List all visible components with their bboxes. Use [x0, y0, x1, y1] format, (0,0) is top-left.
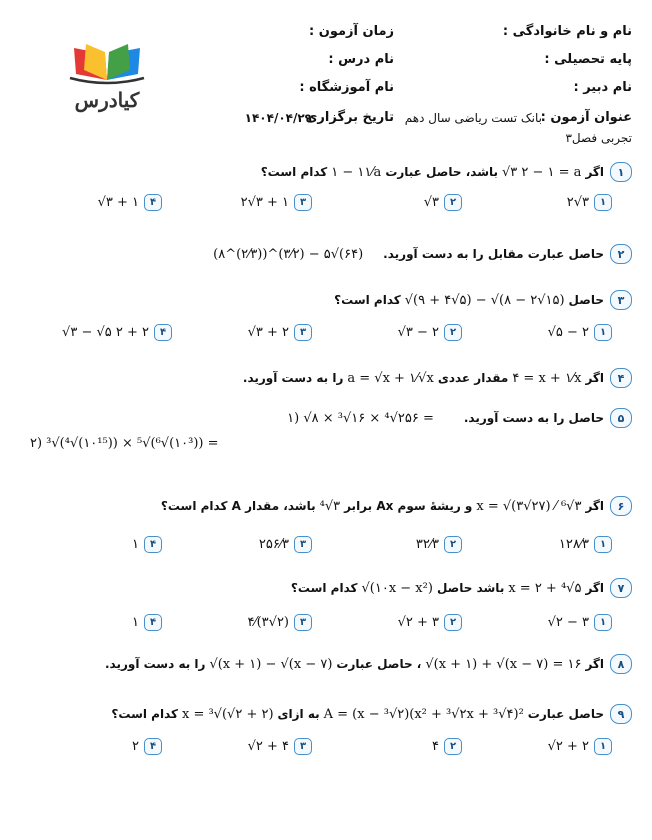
question-number: ۵ [610, 408, 632, 428]
question-6-options [20, 536, 632, 558]
student-name-label: نام و نام خانوادگی : [502, 24, 632, 39]
question-1-options [20, 194, 632, 216]
option[interactable]: ۴ √۳ − √۵ ۲ + ۲ [62, 324, 172, 341]
question-9-options [20, 738, 632, 760]
option[interactable]: ۲ √۳ [424, 194, 462, 211]
option[interactable]: ۲ √۳ − ۲ [398, 324, 462, 341]
option[interactable]: ۱ ۲√۳ [567, 194, 612, 211]
question-number: ۱ [610, 162, 632, 182]
option[interactable]: ۱ √۵ − ۲ [548, 324, 612, 341]
question-number: ۳ [610, 290, 632, 310]
question-number: ۲ [610, 244, 632, 264]
option[interactable]: ۲ ۳۲⁄۳ [416, 536, 462, 553]
question-number: ۸ [610, 654, 632, 674]
option[interactable]: ۳ ۲√۳ + ۱ [241, 194, 312, 211]
teacher-label: نام دبیر : [573, 80, 632, 95]
book-logo-icon [66, 40, 148, 86]
option[interactable]: ۴ ۱ [132, 536, 162, 553]
question-4: ۴ اگر ۴ = x + ۱⁄x مقدار عددی a = √x + ۱⁄√x را به دست آورید. [20, 366, 632, 390]
question-number: ۶ [610, 496, 632, 516]
question-2: ۲ حاصل عبارت مقابل را به دست آورید. (۸^(۲⁄۳))^(۳⁄۲) − ۵√(۶۴) [20, 242, 632, 266]
option[interactable]: ۱ √۲ − ۳ [548, 614, 612, 631]
question-number: ۷ [610, 578, 632, 598]
exam-title-cont: تجربی فصل۳ [565, 131, 632, 145]
school-label: نام آموزشگاه : [299, 80, 394, 95]
option[interactable]: ۳ ۲۵۶⁄۳ [259, 536, 312, 553]
option[interactable]: ۴ √۳ + ۱ [98, 194, 162, 211]
date-label: تاریخ برگزاری [305, 110, 394, 125]
course-label: نام درس : [328, 52, 394, 67]
grade-label: پایه تحصیلی : [544, 52, 632, 67]
question-6: ۶ اگر x = √(۳√۲۷) ⁄ ⁶√۳ و ریشهٔ سوم Ax برابر ⁴√۳ باشد، مقدار A کدام است؟ [20, 494, 632, 518]
question-7: ۷ اگر x = ۲ + ⁴√۵ باشد حاصل √(۱۰x − x²) کدام است؟ [20, 576, 632, 600]
option[interactable]: ۳ ۴⁄(۳√۲) [247, 614, 312, 631]
option[interactable]: ۱ √۲ + ۲ [548, 738, 612, 755]
exam-time-label: زمان آزمون : [309, 24, 394, 39]
question-number: ۴ [610, 368, 632, 388]
option[interactable]: ۲ √۲ + ۳ [398, 614, 462, 631]
option[interactable]: ۴ ۲ [132, 738, 162, 755]
option[interactable]: ۱ ۱۲۸⁄۳ [559, 536, 612, 553]
option[interactable]: ۳ √۲ + ۴ [248, 738, 312, 755]
logo-text: کیادرس [74, 88, 140, 112]
question-9: ۹ حاصل عبارت A = (x − ³√۲)(x² + ³√۲x + ³√۴)² به ازای x = ³√(√۲ + ۲) کدام است؟ [20, 702, 632, 726]
question-5: ۵ حاصل را به دست آورید. ۱) √۸ × ³√۱۶ × ⁴√۲۵۶ = [20, 406, 632, 430]
question-1: ۱ اگر √۳ ۲ − ۱ = a باشد، حاصل عبارت ۱ − ۱۱⁄a کدام است؟ [20, 160, 632, 184]
question-3: ۳ حاصل √(۹ + ۴√۵) − √(۸ − ۲√۱۵) کدام است؟ [20, 288, 632, 312]
logo [66, 40, 148, 120]
option[interactable]: ۲ ۴ [432, 738, 462, 755]
question-5-part2: ۲) ³√(⁴√(۱۰¹⁵)) × ⁵√(⁶√(۱۰³)) = [30, 436, 219, 451]
question-3-options [20, 324, 632, 346]
question-number: ۹ [610, 704, 632, 724]
question-8: ۸ اگر √(x + ۱) + √(x − ۷) = ۱۶ ، حاصل عبارت √(x + ۱) − √(x − ۷) را به دست آورید. [20, 652, 632, 676]
question-7-options [20, 614, 632, 636]
exam-title-label: عنوان آزمون : [540, 110, 632, 125]
exam-title-value: بانک تست ریاضی سال دهم [404, 111, 542, 125]
date-value: ۱۴۰۴/۰۴/۲۹ [244, 111, 312, 125]
option[interactable]: ۳ √۳ + ۲ [248, 324, 312, 341]
option[interactable]: ۴ ۱ [132, 614, 162, 631]
